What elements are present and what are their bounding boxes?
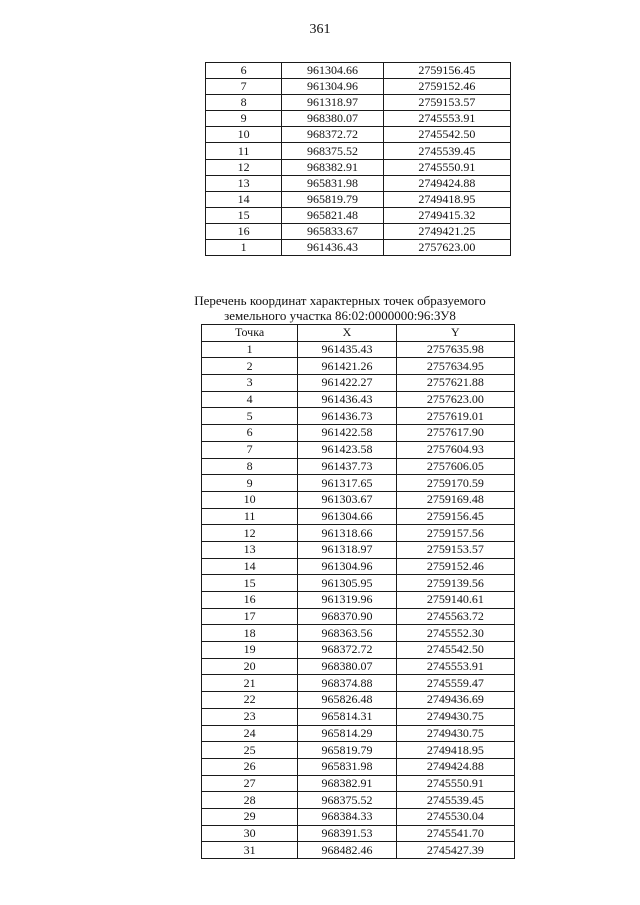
point-number-cell: 7: [206, 79, 282, 95]
x-coordinate-cell: 968372.72: [282, 127, 383, 143]
y-coordinate-cell: 2759156.45: [383, 63, 510, 79]
x-coordinate-cell: 968382.91: [282, 159, 383, 175]
point-number-cell: 15: [206, 207, 282, 223]
table-row: [202, 508, 515, 525]
table-row: [202, 525, 515, 542]
point-number-cell: 22: [202, 692, 298, 709]
y-coordinate-cell: 2757623.00: [396, 391, 514, 408]
point-number-cell: 10: [206, 127, 282, 143]
table-row: [202, 375, 515, 392]
y-coordinate-cell: 2757604.93: [396, 441, 514, 458]
point-number-cell: 6: [202, 425, 298, 442]
y-coordinate-cell: 2757617.90: [396, 425, 514, 442]
table-row: [202, 658, 515, 675]
point-number-cell: 14: [206, 191, 282, 207]
y-coordinate-cell: 2749418.95: [396, 742, 514, 759]
x-coordinate-cell: 961437.73: [298, 458, 396, 475]
x-coordinate-cell: 961318.66: [298, 525, 396, 542]
x-coordinate-cell: 968391.53: [298, 825, 396, 842]
y-coordinate-cell: 2759170.59: [396, 475, 514, 492]
y-coordinate-cell: 2745530.04: [396, 808, 514, 825]
y-coordinate-cell: 2757621.88: [396, 375, 514, 392]
coordinates-table-continued: [205, 62, 511, 256]
y-coordinate-cell: 2757623.00: [383, 240, 510, 256]
x-coordinate-cell: 965831.98: [298, 758, 396, 775]
table-row: [202, 592, 515, 609]
point-number-cell: 3: [202, 375, 298, 392]
table-title-line-2: земельного участка 86:02:0000000:96:ЗУ8: [224, 308, 456, 323]
point-number-cell: 21: [202, 675, 298, 692]
table-row: [202, 842, 515, 859]
point-number-cell: 11: [202, 508, 298, 525]
x-coordinate-cell: 968363.56: [298, 625, 396, 642]
x-coordinate-cell: 961305.95: [298, 575, 396, 592]
table-title-line-1: Перечень координат характерных точек образуемого: [194, 293, 486, 308]
table-row: [202, 625, 515, 642]
table-row: [202, 475, 515, 492]
y-coordinate-cell: 2745553.91: [396, 658, 514, 675]
coordinates-table-body: [206, 63, 511, 256]
y-coordinate-cell: 2745553.91: [383, 111, 510, 127]
page-number: 361: [309, 22, 331, 37]
table-row: [206, 127, 511, 143]
coordinates-table-zu8: [201, 324, 515, 859]
y-coordinate-cell: 2745563.72: [396, 608, 514, 625]
point-number-cell: 14: [202, 558, 298, 575]
x-coordinate-cell: 968380.07: [282, 111, 383, 127]
y-coordinate-cell: 2745542.50: [383, 127, 510, 143]
coordinates-table-body: [202, 341, 515, 858]
table-row: [206, 223, 511, 239]
table-row: [202, 758, 515, 775]
y-coordinate-cell: 2745539.45: [396, 792, 514, 809]
point-number-cell: 29: [202, 808, 298, 825]
point-number-cell: 12: [202, 525, 298, 542]
point-number-cell: 10: [202, 491, 298, 508]
x-coordinate-cell: 965831.98: [282, 175, 383, 191]
x-coordinate-cell: 965814.31: [298, 708, 396, 725]
point-number-cell: 9: [202, 475, 298, 492]
point-number-cell: 9: [206, 111, 282, 127]
point-number-cell: 18: [202, 625, 298, 642]
y-coordinate-cell: 2749421.25: [383, 223, 510, 239]
x-coordinate-cell: 961422.27: [298, 375, 396, 392]
x-coordinate-cell: 961304.96: [298, 558, 396, 575]
y-coordinate-cell: 2745541.70: [396, 825, 514, 842]
point-number-cell: 8: [202, 458, 298, 475]
point-number-cell: 27: [202, 775, 298, 792]
y-coordinate-cell: 2757635.98: [396, 341, 514, 358]
table-row: [202, 358, 515, 375]
table-row: [206, 240, 511, 256]
table-row: [202, 675, 515, 692]
table-row: [202, 825, 515, 842]
point-number-cell: 13: [202, 541, 298, 558]
y-coordinate-cell: 2759153.57: [396, 541, 514, 558]
y-coordinate-cell: 2759169.48: [396, 491, 514, 508]
y-coordinate-cell: 2759157.56: [396, 525, 514, 542]
table-row: [206, 175, 511, 191]
point-number-cell: 20: [202, 658, 298, 675]
y-coordinate-cell: 2745542.50: [396, 642, 514, 659]
point-number-cell: 24: [202, 725, 298, 742]
table-row: [202, 775, 515, 792]
point-number-cell: 1: [206, 240, 282, 256]
x-coordinate-cell: 961318.97: [282, 95, 383, 111]
y-coordinate-cell: 2757606.05: [396, 458, 514, 475]
y-coordinate-cell: 2759156.45: [396, 508, 514, 525]
y-coordinate-cell: 2745552.30: [396, 625, 514, 642]
table-row: [206, 191, 511, 207]
x-coordinate-cell: 961303.67: [298, 491, 396, 508]
point-number-cell: 25: [202, 742, 298, 759]
table-row: [202, 341, 515, 358]
y-coordinate-cell: 2745550.91: [383, 159, 510, 175]
x-coordinate-cell: 968382.91: [298, 775, 396, 792]
x-coordinate-cell: 968384.33: [298, 808, 396, 825]
table-row: [206, 159, 511, 175]
point-number-cell: 31: [202, 842, 298, 859]
y-coordinate-cell: 2749430.75: [396, 725, 514, 742]
x-coordinate-cell: 965826.48: [298, 692, 396, 709]
y-coordinate-cell: 2757634.95: [396, 358, 514, 375]
y-coordinate-cell: 2749424.88: [396, 758, 514, 775]
table-row: [202, 575, 515, 592]
table-row: [202, 408, 515, 425]
y-coordinate-cell: 2749418.95: [383, 191, 510, 207]
point-number-cell: 26: [202, 758, 298, 775]
table-row: [206, 63, 511, 79]
y-coordinate-cell: 2759139.56: [396, 575, 514, 592]
x-coordinate-cell: 961436.43: [282, 240, 383, 256]
x-coordinate-cell: 961318.97: [298, 541, 396, 558]
point-number-cell: 16: [206, 223, 282, 239]
point-number-cell: 12: [206, 159, 282, 175]
x-coordinate-cell: 968375.52: [298, 792, 396, 809]
x-coordinate-cell: 961319.96: [298, 592, 396, 609]
table-header: [202, 325, 515, 342]
table-row: [202, 391, 515, 408]
x-coordinate-cell: 961304.96: [282, 79, 383, 95]
header-row: [202, 325, 515, 342]
table-row: [202, 692, 515, 709]
x-coordinate-cell: 961436.43: [298, 391, 396, 408]
point-number-cell: 8: [206, 95, 282, 111]
y-coordinate-cell: 2749424.88: [383, 175, 510, 191]
point-number-cell: 30: [202, 825, 298, 842]
point-number-cell: 7: [202, 441, 298, 458]
x-coordinate-cell: 965819.79: [298, 742, 396, 759]
column-header-point: Точка: [202, 325, 298, 342]
y-coordinate-cell: 2745559.47: [396, 675, 514, 692]
x-coordinate-cell: 968372.72: [298, 642, 396, 659]
point-number-cell: 6: [206, 63, 282, 79]
y-coordinate-cell: 2745539.45: [383, 143, 510, 159]
x-coordinate-cell: 965814.29: [298, 725, 396, 742]
x-coordinate-cell: 961422.58: [298, 425, 396, 442]
x-coordinate-cell: 961317.65: [298, 475, 396, 492]
point-number-cell: 2: [202, 358, 298, 375]
x-coordinate-cell: 965821.48: [282, 207, 383, 223]
y-coordinate-cell: 2757619.01: [396, 408, 514, 425]
point-number-cell: 23: [202, 708, 298, 725]
y-coordinate-cell: 2759152.46: [396, 558, 514, 575]
point-number-cell: 15: [202, 575, 298, 592]
table-row: [202, 725, 515, 742]
x-coordinate-cell: 968374.88: [298, 675, 396, 692]
y-coordinate-cell: 2759140.61: [396, 592, 514, 609]
table-row: [206, 111, 511, 127]
x-coordinate-cell: 965833.67: [282, 223, 383, 239]
x-coordinate-cell: 961421.26: [298, 358, 396, 375]
point-number-cell: 1: [202, 341, 298, 358]
y-coordinate-cell: 2749415.32: [383, 207, 510, 223]
table-row: [206, 143, 511, 159]
point-number-cell: 5: [202, 408, 298, 425]
table-row: [202, 425, 515, 442]
y-coordinate-cell: 2745427.39: [396, 842, 514, 859]
y-coordinate-cell: 2759153.57: [383, 95, 510, 111]
table-row: [206, 95, 511, 111]
x-coordinate-cell: 968482.46: [298, 842, 396, 859]
x-coordinate-cell: 968370.90: [298, 608, 396, 625]
table-row: [202, 742, 515, 759]
point-number-cell: 11: [206, 143, 282, 159]
point-number-cell: 16: [202, 592, 298, 609]
point-number-cell: 17: [202, 608, 298, 625]
table-row: [202, 792, 515, 809]
x-coordinate-cell: 961423.58: [298, 441, 396, 458]
point-number-cell: 19: [202, 642, 298, 659]
y-coordinate-cell: 2745550.91: [396, 775, 514, 792]
y-coordinate-cell: 2749430.75: [396, 708, 514, 725]
x-coordinate-cell: 965819.79: [282, 191, 383, 207]
point-number-cell: 4: [202, 391, 298, 408]
table-row: [202, 808, 515, 825]
table-row: [206, 79, 511, 95]
table-row: [202, 491, 515, 508]
table-row: [202, 708, 515, 725]
y-coordinate-cell: 2759152.46: [383, 79, 510, 95]
table-row: [202, 642, 515, 659]
table-row: [202, 608, 515, 625]
column-header-y: Y: [396, 325, 514, 342]
x-coordinate-cell: 968380.07: [298, 658, 396, 675]
y-coordinate-cell: 2749436.69: [396, 692, 514, 709]
table-row: [202, 441, 515, 458]
x-coordinate-cell: 961436.73: [298, 408, 396, 425]
column-header-x: X: [298, 325, 396, 342]
x-coordinate-cell: 961304.66: [282, 63, 383, 79]
point-number-cell: 28: [202, 792, 298, 809]
table-row: [202, 558, 515, 575]
x-coordinate-cell: 961304.66: [298, 508, 396, 525]
table-row: [206, 207, 511, 223]
table-row: [202, 458, 515, 475]
x-coordinate-cell: 961435.43: [298, 341, 396, 358]
x-coordinate-cell: 968375.52: [282, 143, 383, 159]
table-row: [202, 541, 515, 558]
point-number-cell: 13: [206, 175, 282, 191]
